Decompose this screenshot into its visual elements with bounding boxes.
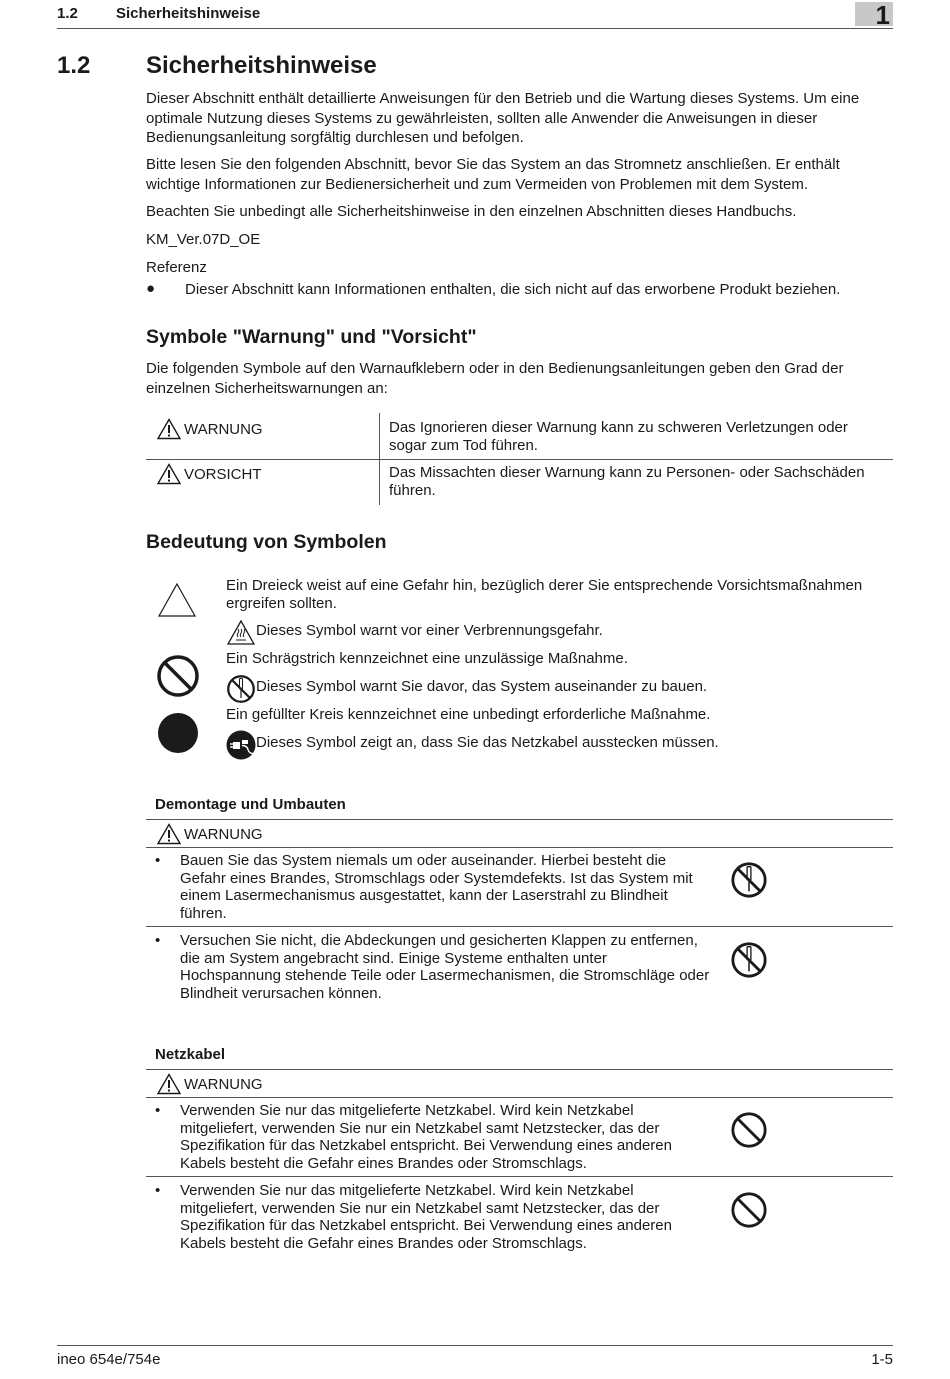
prohibition-description: Ein Schrägstrich kennzeichnet eine unzulässige Maßnahme. [226, 650, 628, 667]
unplug-text: Dieses Symbol zeigt an, dass Sie das Netzkabel ausstecken müssen. [256, 734, 719, 751]
version-code: KM_Ver.07D_OE [146, 231, 261, 248]
footer-rule [57, 1345, 893, 1346]
power-cord-item-1: Verwenden Sie nur das mitgelieferte Netzkabel. Wird kein Netzkabel mitgeliefert, verwenden Sie nur ein Netzkabel samt Netzstecker, das der Spezifikation für das Netzkabel entspricht. Bei Verwendung eines anderen Kabels besteht die Gefahr eines Brandes oder Stromschlags. [180, 1102, 672, 1172]
warning-triangle-icon [157, 1073, 181, 1095]
warning-label: WARNUNG [184, 420, 263, 438]
bullet-marker: ● [146, 280, 156, 297]
burn-hazard-icon [226, 619, 256, 646]
reference-label: Referenz [146, 259, 207, 276]
header-section-title: Sicherheitshinweise [116, 5, 261, 22]
no-disassemble-icon [730, 941, 768, 979]
bullet-marker: • [155, 1182, 161, 1199]
chapter-tab [855, 0, 893, 30]
intro-paragraph-2: Bitte lesen Sie den folgenden Abschnitt, bevor Sie das System an das Stromnetz anschließen. Er enthält wichtige Informationen zur Bedienersicherheit und zum Vermeiden von Problemen mit dem System. [146, 156, 840, 193]
power-cord-item-rule [146, 1176, 893, 1177]
bullet-marker: • [155, 932, 161, 949]
no-disassemble-text: Dieses Symbol warnt Sie davor, das System auseinander zu bauen. [256, 678, 708, 695]
unplug-icon [226, 730, 256, 760]
intro-paragraph-3: Beachten Sie unbedingt alle Sicherheitshinweise in den einzelnen Abschnitten dieses Handbuchs. [146, 203, 797, 220]
warning-description: Das Ignorieren dieser Warnung kann zu schweren Verletzungen oder sogar zum Tod führen. [389, 419, 848, 454]
warning-row [157, 418, 263, 440]
caution-description: Das Missachten dieser Warnung kann zu Personen- oder Sachschäden führen. [389, 464, 865, 499]
caution-triangle-icon [157, 463, 181, 485]
power-cord-top-rule [146, 1069, 893, 1070]
no-disassemble-icon [226, 674, 256, 704]
power-cord-heading: Netzkabel [155, 1046, 226, 1063]
symbols-heading: Symbole "Warnung" und "Vorsicht" [146, 326, 477, 348]
intro-paragraph-1: Dieser Abschnitt enthält detaillierte Anweisungen für den Betrieb und die Wartung dieses Systems. Um eine optimale Nutzung dieses Systems zu gewährleisten, sollten alle Anwender die Anweisungen in dieser Bedienungsanleitung sorgfältig durchlesen und befolgen. [146, 90, 860, 146]
footer-model: ineo 654e/754e [57, 1351, 161, 1368]
caution-row [157, 463, 262, 485]
burn-hazard-text: Dieses Symbol warnt vor einer Verbrennungsgefahr. [256, 622, 603, 639]
prohibition-icon [730, 1111, 768, 1149]
reference-bullet: Dieser Abschnitt kann Informationen enthalten, die sich nicht auf das erworbene Produkt beziehen. [185, 281, 841, 298]
warning-label: WARNUNG [184, 825, 263, 843]
bullet-marker: • [155, 852, 161, 869]
disassembly-heading: Demontage und Umbauten [155, 796, 346, 813]
mandatory-description: Ein gefüllter Kreis kennzeichnet eine unbedingt erforderliche Maßnahme. [226, 706, 711, 723]
disassembly-item-rule [146, 926, 893, 927]
disassembly-item-2: Versuchen Sie nicht, die Abdeckungen und gesicherten Klappen zu entfernen, die am System angebracht sind. Einige Systeme enthalten unter Hochspannung stehende Teile oder Lasermechanismen, die Stromschläge oder Blindheit verursachen können. [180, 932, 710, 1002]
filled-circle-icon [157, 712, 199, 754]
power-cord-warning [157, 1073, 263, 1095]
warning-triangle-icon [157, 823, 181, 845]
disassembly-warning-rule [146, 847, 893, 848]
heading-number: 1.2 [57, 52, 91, 79]
disassembly-item-1: Bauen Sie das System niemals um oder auseinander. Hierbei besteht die Gefahr eines Brandes, Stromschlags oder Systemdefekts. Ist das System mit einem Lasermechanismus ausgestattet, kann der Laserstrahl zu Blindheit führen. [180, 852, 693, 922]
prohibition-icon [156, 654, 200, 698]
meaning-heading: Bedeutung von Symbolen [146, 531, 387, 553]
table-row-divider [146, 459, 893, 460]
chapter-number: 1 [875, 0, 890, 30]
header-rule [57, 28, 893, 29]
prohibition-icon [730, 1191, 768, 1229]
page-title: Sicherheitshinweise [146, 52, 377, 79]
page-number: 1-5 [871, 1351, 893, 1368]
header-section-number: 1.2 [57, 5, 78, 22]
triangle-description: Ein Dreieck weist auf eine Gefahr hin, bezüglich derer Sie entsprechende Vorsichtsmaßnahmen ergreifen sollten. [226, 577, 863, 612]
power-cord-warning-rule [146, 1097, 893, 1098]
warning-label: WARNUNG [184, 1075, 263, 1093]
disassembly-warning [157, 823, 263, 845]
power-cord-item-2: Verwenden Sie nur das mitgelieferte Netzkabel. Wird kein Netzkabel mitgeliefert, verwenden Sie nur ein Netzkabel samt Netzstecker, das der Spezifikation für das Netzkabel entspricht. Bei Verwendung eines anderen Kabels besteht die Gefahr eines Brandes oder Stromschlags. [180, 1182, 672, 1252]
warning-triangle-icon [157, 418, 181, 440]
bullet-marker: • [155, 1102, 161, 1119]
caution-label: VORSICHT [184, 465, 262, 483]
triangle-icon [157, 582, 197, 619]
symbols-intro: Die folgenden Symbole auf den Warnaufklebern oder in den Bedienungsanleitungen geben den Grad der einzelnen Sicherheitswarnungen an: [146, 360, 844, 397]
no-disassemble-icon [730, 861, 768, 899]
disassembly-top-rule [146, 819, 893, 820]
